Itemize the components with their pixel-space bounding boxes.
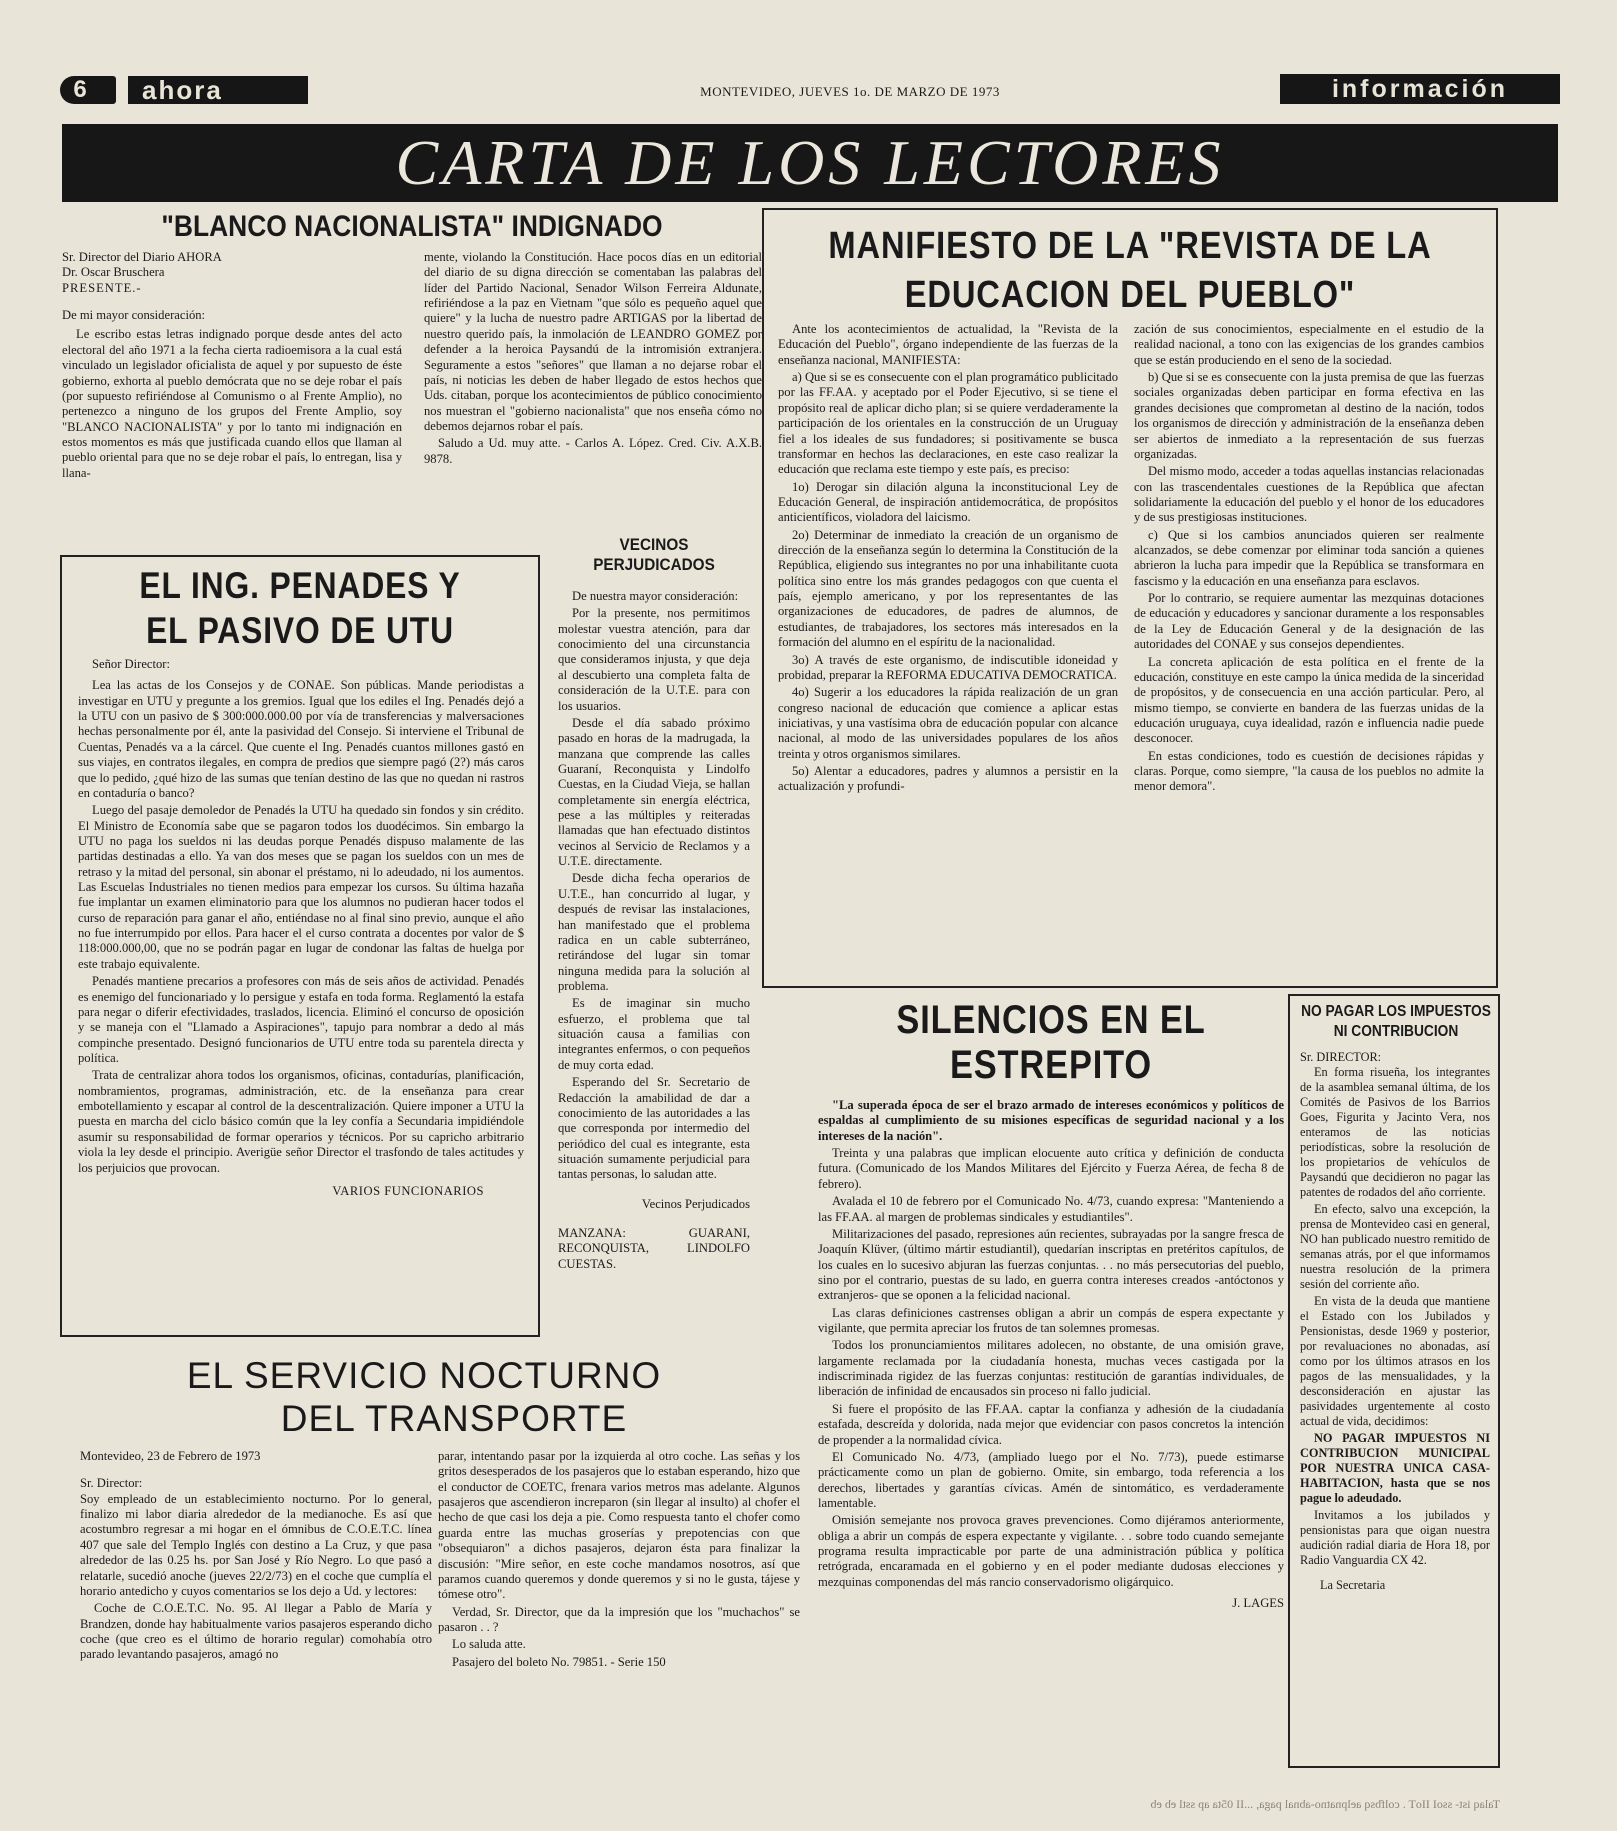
letter-vecinos-perjudicados: VECINOS PERJUDICADOS De nuestra mayor consideración: Por la presente, nos permitimos molestar vuestra atención, para dar conocimiento del una circunstancia que consideramos injusta, y que deja al descubierto una completa falta de consideración de la U.T.E. para con los usuarios. Desde el día sabado próximo pasado en horas de la madrugada, la manzana que comprende las calles Guaraní, Reconquista y Lindolfo Cuestas, en la Ciudad Vieja, se hallan completamente sin energía eléctrica, pese a las múltiples y reiteradas llamadas que han efectuado distintos vecinos al Servicio de Reclamos y a U.T.E. directamente. Desde dicha fecha operarios de U.T.E., han concurrido al lugar, y después de revisar las instalaciones, han manifestado que el problema radica en un cable subterráneo, retirándose del lugar sin tomar ninguna medida para la solución al problema. Es de imaginar sin mucho esfuerzo, el problema que tal situación causa a familias con integrantes enfermos, o con pequeños de muy corta edad. Esperando del Sr. Secretario de Redacción la amabilidad de dar a conocimiento de las autoridades a las que corresponda por intermedio del periódico del cual es integrante, esta situación sumamente perjudicial para tantas personas, lo saludan atte. Vecinos Perjudicados MANZANA: GUARANI, RECONQUISTA, LINDOLFO CUESTAS. [558,535,750,1271]
letter-address: Sr. Director del Diario AHORA Dr. Oscar Bruschera PRESENTE.- [62,250,222,295]
letter-body-continued: mente, violando la Constitución. Hace pocos días en un editorial del diario de su digna dirección se comentaban las palabras del líder del Partido Nacional, Senador Wilson Ferreira Aldunate, refiriéndose a la paz en Vietnam "que sólo es pequeño aquel que quiere" y la lucha de nuestro padre ARTIGAS por la libertad de nuestro querido país, la inmolación de LEANDRO GOMEZ por defender a la heroica Paysandú de la intromisión extranjera. Seguramente a estos "señores" que llaman a no dejarse robar el país, ni noticias les deben de haber llegado de estos hechos que Uds. citaban, porque los acontecimientos de público conocimiento nos muestran el "gobierno nacionalista" que nos enseña cómo no debemos dejarnos robar el país. [424,250,762,433]
letter-salutation: Sr. DIRECTOR: [1300,1050,1382,1064]
banner-title: CARTA DE LOS LECTORES [395,127,1225,198]
letter-salutation: Sr. Director: [80,1476,143,1491]
article-title: "BLANCO NACIONALISTA" INDIGNADO [161,210,663,243]
letter-servicio-nocturno: EL SERVICIO NOCTURNO DEL TRANSPORTE Montevideo, 23 de Febrero de 1973 Sr. Director: Soy empleado de un establecimiento nocturno. Por lo general, finalizo mi labor diaria alrededor de la medianoche. Es así que acostumbro regresar a mi hogar en el ómnibus de C.O.E.T.C. línea 407 que sale del Templo Inglés con destino a La Cruz, y que pasa alrededor de las 0.25 hs. por San José y Río Negro. Lo que pasó a relatarle, sucedió anoche (jueves 22/2/73) en el coche que cumplía el horario antedicho y cuyos comentarios se los dejo a Ud. y lectores: Coche de C.O.E.T.C. No. 95. Al llegar a Pablo de María y Brandzen, donde hay habitualmente varios pasajeros esperando dicho coche (que creo es el último de horario regular) comohabía otro parado levantando pasajeros, amagó no parar, intentando pasar por la izquierda al otro coche. Las señas y los gritos desesperados de los pasajeros que lo estaban esperando, hizo que el conductor de COETC, frenara varios metros mas adelante. Algunos pasajeros que ascendieron increparon (sin llegar al insulto) al chofer el hecho de que casi los deja a pie. Como respuesta tanto el chofer como guarda entre las muchas groserías y prepotencias con que "obsequiaron" a dichos pasajeros, dejaron ésta para finalizar la discusión: "Mire señor, en este coche mandamos nosotros, así que paramos cuando queremos y donde queremos y si no le gusta, tájese y tómese otro". Verdad, Sr. Director, que da la impresión que los "muchachos" se pasaron . . ? Lo saluda atte. Pasajero del boleto No. 79851. - Serie 150 [80,1355,800,1669]
letter-signature: VARIOS FUNCIONARIOS [332,1183,484,1198]
letter-signature: La Secretaria [1320,1578,1386,1592]
article-title: SILENCIOS EN EL ESTREPITO [896,998,1206,1087]
article-title: MANIFIESTO DE LA "REVISTA DE LA EDUCACION DEL PUEBLO" [828,225,1432,317]
article-signature: J. LAGES [1232,1596,1284,1611]
article-title: EL ING. PENADES Y EL PASIVO DE UTU [139,565,461,652]
bleed-through-text: Talaq ist- ssoI IIoT . colfbsq aelpnatno-abnal paga, ...II 05ta ap sstl eb eb [1150,1797,1500,1811]
letter-signature: Pasajero del boleto No. 79851. - Serie 150 [452,1654,666,1669]
section-banner [62,124,1558,202]
article-title: VECINOS PERJUDICADOS [593,535,715,574]
letter-penades: EL ING. PENADES Y EL PASIVO DE UTU Señor Director: Lea las actas de los Consejos y de CONAE. Son públicas. Mande periodistas a investigar en UTU y pregunte a los gremios. Igual que los ediles el Ing. Penadés dejó a la UTU con un pasivo de $ 300:000.000.00 por vía de transferencias y malversaciones hechas personalmente por él, ante la pasividad del Consejo. Si interviene el Tribunal de Cuentas, Penadés va a la cárcel. Que cuente el Ing. Penadés cuantos millones gastó en sus viajes, en contratos ilegales, en compra de predios que siempre pagó (2?) más caros que lo pedido, ¿qué hizo de las sumas que tenían destino de las que no quedan ni rastros en contaduría o banco? Luego del pasaje demoledor de Penadés la UTU ha quedado sin fondos y sin crédito. El Ministro de Economía sabe que se pagaron todos los duodécimos. Sin embargo la UTU no paga los sueldos ni las deudas porque Penadés dispuso malamente de las partidas destinadas a ello. Ya van dos meses que se pagan los sueldos con un mes de retraso y la mitad del personal, sin abonar el préstamo, ni lo adeudado, ni los aumentos. Las Escuelas Industriales no tienen medios para empezar los cursos. Su última hazaña fue implantar un examen eliminatorio para que los alumnos no pudieran hacer todos el curso de reparación para ganar el año, entiéndase no al final sino previo, aunque el año no fue interrumpido por ellos. Para hacer el el curso contrata a docentes por valor de $ 118:000.000,00, que no se podrán pagar en lugar de condonar las faltas de huelga por este trabajo equivalente. Penadés mantiene precarios a profesores con más de seis años de actividad. Penadés es enemigo del funcionariado y lo persigue y estafa en toda forma. Reglamentó la estafa para negar o diferir efectividades, traslados, licencia. Eliminó el concurso de oposición y se maneja con el "Llamado a Aspiraciones", tapujo para nombrar a dedo al más compinche presentado. Designó funcionarios de UTU entre toda su parentela directa y política. Trata de centralizar ahora todos los organismos, oficinas, contadurías, planificación, nombramientos, programas, administración, etc. de la enseñanza para crear embotellamiento y escapar al control de la descentralización. Quiere imponer a UTU la puesta en marcha del ciclo básico común que la ley confía a Secundaria impidiéndole asumir su responsabilidad de formar operarios y técnicos. Por su capricho arbitrario viola la ley desde el principio. Averigüe señor Director el trasfondo de tales actitudes y los perjuicios que provocan. VARIOS FUNCIONARIOS [60,555,540,1337]
masthead [60,74,1560,108]
letter-salutation: Señor Director: [92,657,170,671]
page-number: 6 [73,76,87,103]
letter-signature: Vecinos Perjudicados [641,1196,750,1211]
section-label-left: ahora [128,76,308,104]
article-manifiesto: MANIFIESTO DE LA "REVISTA DE LA EDUCACION DEL PUEBLO" Ante los acontecimientos de actualidad, la "Revista de la Educación del Pueblo", órgano independiente de las fuerzas de la enseñanza nacional, MANIFIESTA: a) Que si se es consecuente con el plan programático publicitado por las FF.AA. y aceptado por el Poder Ejecutivo, si se tiene el propósito real de aplicar dicho plan; si se quiere verdaderamente la participación de los orientales en la construcción de un Uruguay fiel a los ideales de sus fundadores; si positivamente se busca transformar en hechos las declaraciones, en este caso realizar la educación que reclama este tiempo y este país, es preciso: 1o) Derogar sin dilación alguna la inconstitucional Ley de Educación General, de inspiración antidemocrática, de propósitos anticientíficos, violadora del laicismo. 2o) Determinar de inmediato la creación de un organismo de dirección de la enseñanza según lo determina la Constitución de la República, eligiendo sus integrantes no por una inhabilitante cuota política sino entre los más grandes pedagogos con que cuenta el país, ejemplo americano, y por los representantes de las organizaciones de educadores, de padres de alumnos, de estudiantes, de trabajadores, los sectores más interesados en la formación del alumno en el espíritu de la nacionalidad. 3o) A través de este organismo, de indiscutible idoneidad y probidad, preparar la REFORMA EDUCATIVA DEMOCRATICA. 4o) Sugerir a los educadores la rápida realización de un gran congreso nacional de educación que comience a aplicar estas iniciativas, y una vastísima obra de educación popular con alcance nacional, al modo de las universidades populares de los años treinta y otros organismos similares. 5o) Alentar a educadores, padres y alumnos a persistir en la actualización y profundi- zación de sus conocimientos, especialmente en el estudio de la realidad nacional, a tono con las exigencias de los grandes cambios que se están produciendo en el seno de la sociedad. b) Que si se es consecuente con la justa premisa de que las fuerzas sociales organizadas deben participar en forma efectiva en las grandes decisiones que comprometan al destino de la nación, todos los organismos de dirección y administración de la enseñanza deben ser abiertos de inmediato a la representación de sus fuerzas organizadas. Del mismo modo, acceder a todas aquellas instancias relacionadas con las trascendentales cuestiones de la República que afectan solidariamente la educación del pueblo y el honor de los educadores y de sus prestigiosas instituciones. c) Que si los cambios anunciados quieren ser realmente alcanzados, se debe comenzar por eliminar toda sanción a quienes abrieron la lucha para impedir que la República se transformara en fascismo y la educación en una enseñanza para esclavos. Por lo contrario, se requiere aumentar las mezquinas dotaciones de educación y educadores y sancionar duramente a los responsables de la Ley de Educación General y de la designación de las autoridades del CONAE y sus consejos dependientes. La concreta aplicación de esta política en el frente de la educación, constituye en este campo la única medida de la sinceridad de propósitos, y de consecuencia en una acción particular. Pero, al mismo tiempo, se convierte en bandera de las fuerzas unidas de la educación uruguaya, cuya idealidad, razón e influencia nadie puede desconocer. En estas condiciones, todo es cuestión de decisiones rápidas y claras. Porque, como siempre, "la causa de los pueblos no admite la menor demora". [762,208,1498,988]
article-title: EL SERVICIO NOCTURNO DEL TRANSPORTE [186,1355,662,1439]
page-number-badge [60,76,116,104]
section-label-right: información [1280,74,1560,104]
dateline: MONTEVIDEO, JUEVES 1o. DE MARZO DE 1973 [700,84,1000,99]
letter-greeting: De mi mayor consideración: [62,308,206,323]
letter-no-pagar-impuestos: NO PAGAR LOS IMPUESTOS NI CONTRIBUCION Sr. DIRECTOR: En forma risueña, los integrantes de la asamblea semanal última, de los Comités de Pasivos de los Barrios Goes, Figurita y Jacinto Vera, nos enteramos de las noticias periodísticas, sobre la resolución de los propietarios de vehículos de Paysandú que decidieron no pagar las patentes de rodados del año corriente. En efecto, salvo una excepción, la prensa de Montevideo casi en general, NO han publicado nuestro remitido de semanas atrás, por el que informamos nuestra resolución de la primera sesión del corriente año. En vista de la deuda que mantiene el Estado con los Jubilados y Pensionistas, desde 1969 y posterior, por revaluaciones no abonadas, así como por los últimos atrasos en los pagos de las mensualidades, y la desconsideración en ajustar las pasividades urgentemente al costo actual de vida, decidimos: NO PAGAR IMPUESTOS NI CONTRIBUCION MUNICIPAL POR NUESTRA UNICA CASA-HABITACION, hasta que se nos pague lo adeudado. Invitamos a los jubilados y pensionistas para que oigan nuestra audición radial diaria de Hora 18, por Radio Vanguardia CX 42. La Secretaria [1288,994,1500,1768]
letter-dateline: Montevideo, 23 de Febrero de 1973 [80,1449,261,1463]
letter-address: MANZANA: GUARANI, RECONQUISTA, LINDOLFO CUESTAS. [558,1226,750,1271]
article-title: NO PAGAR LOS IMPUESTOS NI CONTRIBUCION [1301,1003,1491,1041]
letter-blanco-nacionalista [62,210,762,555]
article-silencios: SILENCIOS EN EL ESTREPITO "La superada época de ser el brazo armado de intereses económicos y políticos de espaldas al cumplimiento de su misiones específicas de seguridad nacional y a los intereses de la nación". Treinta y una palabras que implican elocuente auto crítica y definición de conducta futura. (Comunicado de los Mandos Militares del Ejército y Fuerza Aérea, de fecha 8 de febrero). Avalada el 10 de febrero por el Comunicado No. 4/73, cuando expresa: "Manteniendo a las FF.AA. al margen de problemas sindicales y estudiantiles". Militarizaciones del pasado, represiones aún recientes, subrayadas por la sangre fresca de Joaquín Klüver, (último mártir estudiantil), quedarían inscriptas en pretéritos capítulos, de los cuales en lo sucesivo abjuran las fuerzas conjuntas. . . no más persecutorias del pueblo, sino por el contrario, puestas de su lado, en guerra contra intereses creados -antóctonos y extranjeros- que se oponen a la felicidad nacional. Las claras definiciones castrenses obligan a abrir un compás de espera expectante y vigilante, que permita apreciar los frutos de tan solemnes promesas. Todos los pronunciamientos militares adolecen, no obstante, de una omisión grave, largamente reclamada por la ciudadanía honesta, muchas veces castigada por la indiscriminada rigidez de las fuerzas conjuntas: restitución de garantías individuales, de liberación de infinidad de encausados sin proceso ni fallo judicial. Si fuere el propósito de las FF.AA. captar la confianza y adhesión de la ciudadanía estafada, descreída y dolorida, nada mejor que evidenciar con pasos concretos la intención de propender a la normalidad cívica. El Comunicado No. 4/73, (ampliado luego por el No. 7/73), puede estimarse prácticamente como un plan de gobierno. Omite, sin embargo, toda referencia a los derechos, libertades y garantías cívicas. Amén de sintomático, es verdaderamente lamentable. Omisión semejante nos provoca graves prevenciones. Como dijéramos anteriormente, obliga a abrir un compás de espera expectante y vigilante. . . sobre todo cuando semejante programa resulta impracticable por parte de una administración pública y política retrógrada, encaramada en el gobierno y en el poder mediante dudosas elecciones y mezquinas componendas del más rancio conservadorismo oligárquico. J. LAGES [818,998,1284,1611]
letter-body: Le escribo estas letras indignado porque desde antes del acto electoral del año 1971 a la fecha cierta radioemisora a la cual está vinculado un legislador oficialista de aquel y por supuesto de éste gobierno, exhorta al pueblo demócrata que no se deje robar el país (por supuesto refiriéndose al Comunismo o al Frente Amplio), no pertenezco a ninguno de los grupos del Frente Amplio, soy "BLANCO NACIONALISTA" y por lo tanto mi indignación en estos momentos es más que justificada cuando ellos que llaman al pueblo oriental para que no se deje robar el país, lo entregan, lisa y llana- [62,327,402,480]
letter-closing: Saludo a Ud. muy atte. - Carlos A. López. Cred. Civ. A.X.B. 9878. [424,436,762,466]
